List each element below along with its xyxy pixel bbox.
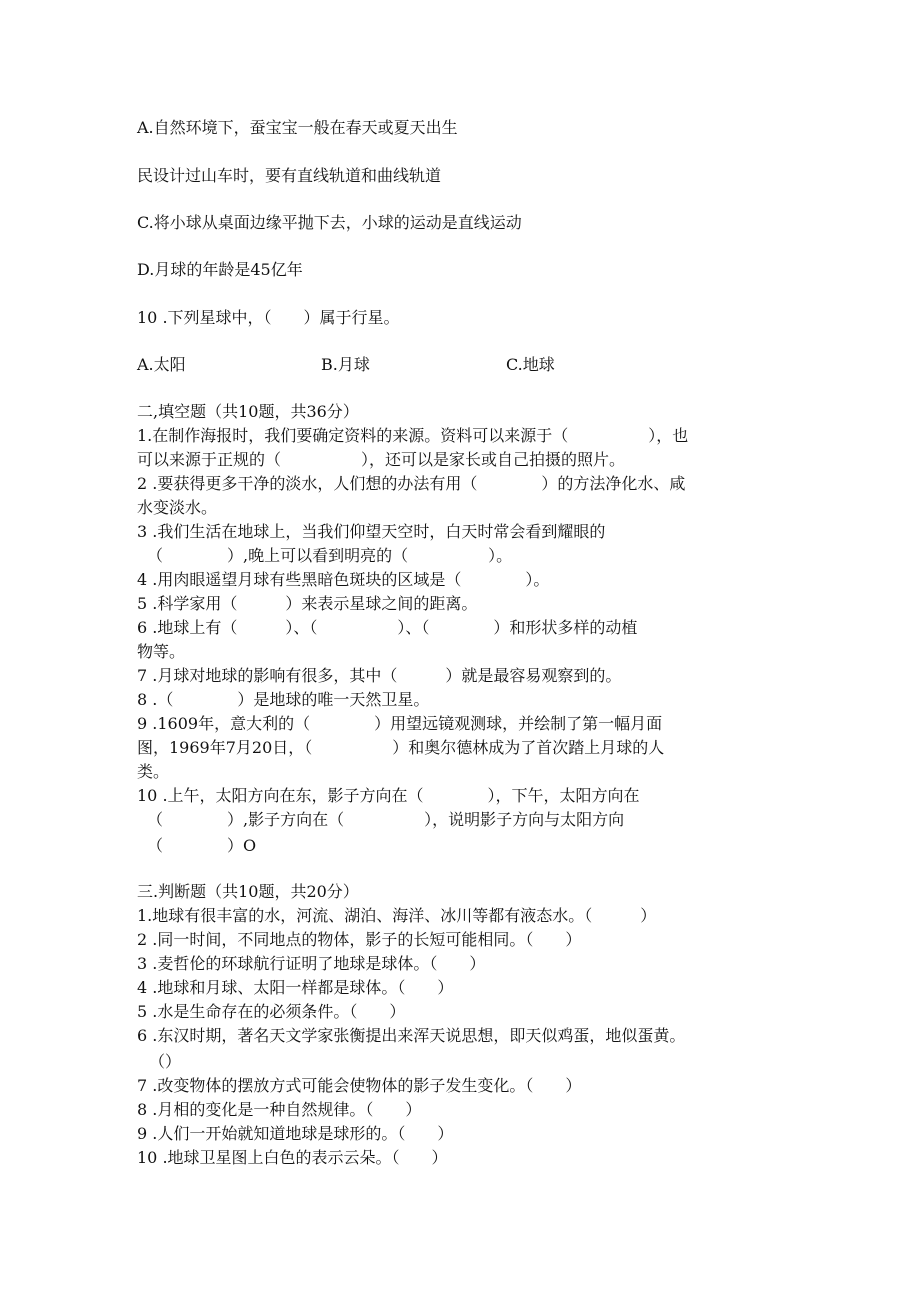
section2-line: 7 .月球对地球的影响有很多，其中（ ）就是最容易观察到的。 xyxy=(137,666,622,685)
section2-line: 8 .（ ）是地球的唯一天然卫星。 xyxy=(137,690,430,709)
section3-line: 2 .同一时间，不同地点的物体，影子的长短可能相同。（ ） xyxy=(137,930,582,949)
section3-line: 8 .月相的变化是一种自然规律。（ ） xyxy=(137,1100,422,1119)
section2-line: 6 .地球上有（ ）、（ ）、（ ）和形状多样的动植 xyxy=(137,618,638,637)
section2-line: 1.在制作海报时，我们要确定资料的来源。资料可以来源于（ ），也 xyxy=(137,426,689,445)
section2-line: （ ）,晚上可以看到明亮的（ ）。 xyxy=(147,546,513,565)
q9-option-d: D.月球的年龄是45亿年 xyxy=(137,260,303,279)
section2-line: 10 .上午，太阳方向在东，影子方向在（ ），下午，太阳方向在 xyxy=(137,786,640,805)
section2-line: 5 .科学家用（ ）来表示星球之间的距离。 xyxy=(137,594,478,613)
section3-heading: 三.判断题（共10题，共20分） xyxy=(137,882,359,901)
section2-line: 物等。 xyxy=(137,642,186,661)
section2-line: 4 .用肉眼遥望月球有些黑暗色斑块的区域是（ ）。 xyxy=(137,570,550,589)
section3-line: 4 .地球和月球、太阳一样都是球体。（ ） xyxy=(137,978,454,997)
q10-stem: 10 .下列星球中，（ ）属于行星。 xyxy=(137,308,400,327)
q10-option-b: B.月球 xyxy=(321,355,370,374)
section2-line: （ ）,影子方向在（ ），说明影子方向与太阳方向 xyxy=(147,810,625,829)
section2-line: （ ）O xyxy=(147,836,257,855)
section2-line: 2 .要获得更多干净的淡水，人们想的办法有用（ ）的方法净化水、咸 xyxy=(137,474,686,493)
q9-option-c: C.将小球从桌面边缘平抛下去，小球的运动是直线运动 xyxy=(137,213,522,232)
q9-option-a: A.自然环境下，蚕宝宝一般在春天或夏天出生 xyxy=(137,118,458,137)
q10-option-a: A.太阳 xyxy=(137,355,186,374)
q10-option-c: C.地球 xyxy=(506,355,555,374)
section3-line: 9 .人们一开始就知道地球是球形的。（ ） xyxy=(137,1124,454,1143)
section3-line: 6 .东汉时期，著名天文学家张衡提出来浑天说思想，即天似鸡蛋，地似蛋黄。 xyxy=(137,1026,686,1045)
section2-line: 3 .我们生活在地球上，当我们仰望天空时，白天时常会看到耀眼的 xyxy=(137,522,606,541)
section2-line: 可以来源于正规的（ ），还可以是家长或自己拍摄的照片。 xyxy=(137,450,626,469)
section2-line: 水变淡水。 xyxy=(137,498,218,517)
section2-line: 类。 xyxy=(137,762,170,781)
section2-line: 9 .1609年，意大利的（ ）用望远镜观测球，并绘制了第一幅月面 xyxy=(137,714,663,733)
q9-option-b: 民设计过山车时，要有直线轨道和曲线轨道 xyxy=(137,166,442,185)
section3-line: 1.地球有很丰富的水，河流、湖泊、海洋、冰川等都有液态水。（ ） xyxy=(137,906,657,925)
section2-line: 图，1969年7月20日，（ ）和奥尔德林成为了首次踏上月球的人 xyxy=(137,738,665,757)
section3-line: 10 .地球卫星图上白色的表示云朵。（ ） xyxy=(137,1148,448,1167)
section3-line: 7 .改变物体的摆放方式可能会使物体的影子发生变化。（ ） xyxy=(137,1076,582,1095)
section3-line: 5 .水是生命存在的必须条件。（ ） xyxy=(137,1002,406,1021)
section2-heading: 二,填空题（共10题，共36分） xyxy=(137,402,359,421)
section3-line: （） xyxy=(149,1052,182,1071)
section3-line: 3 .麦哲伦的环球航行证明了地球是球体。（ ） xyxy=(137,954,486,973)
